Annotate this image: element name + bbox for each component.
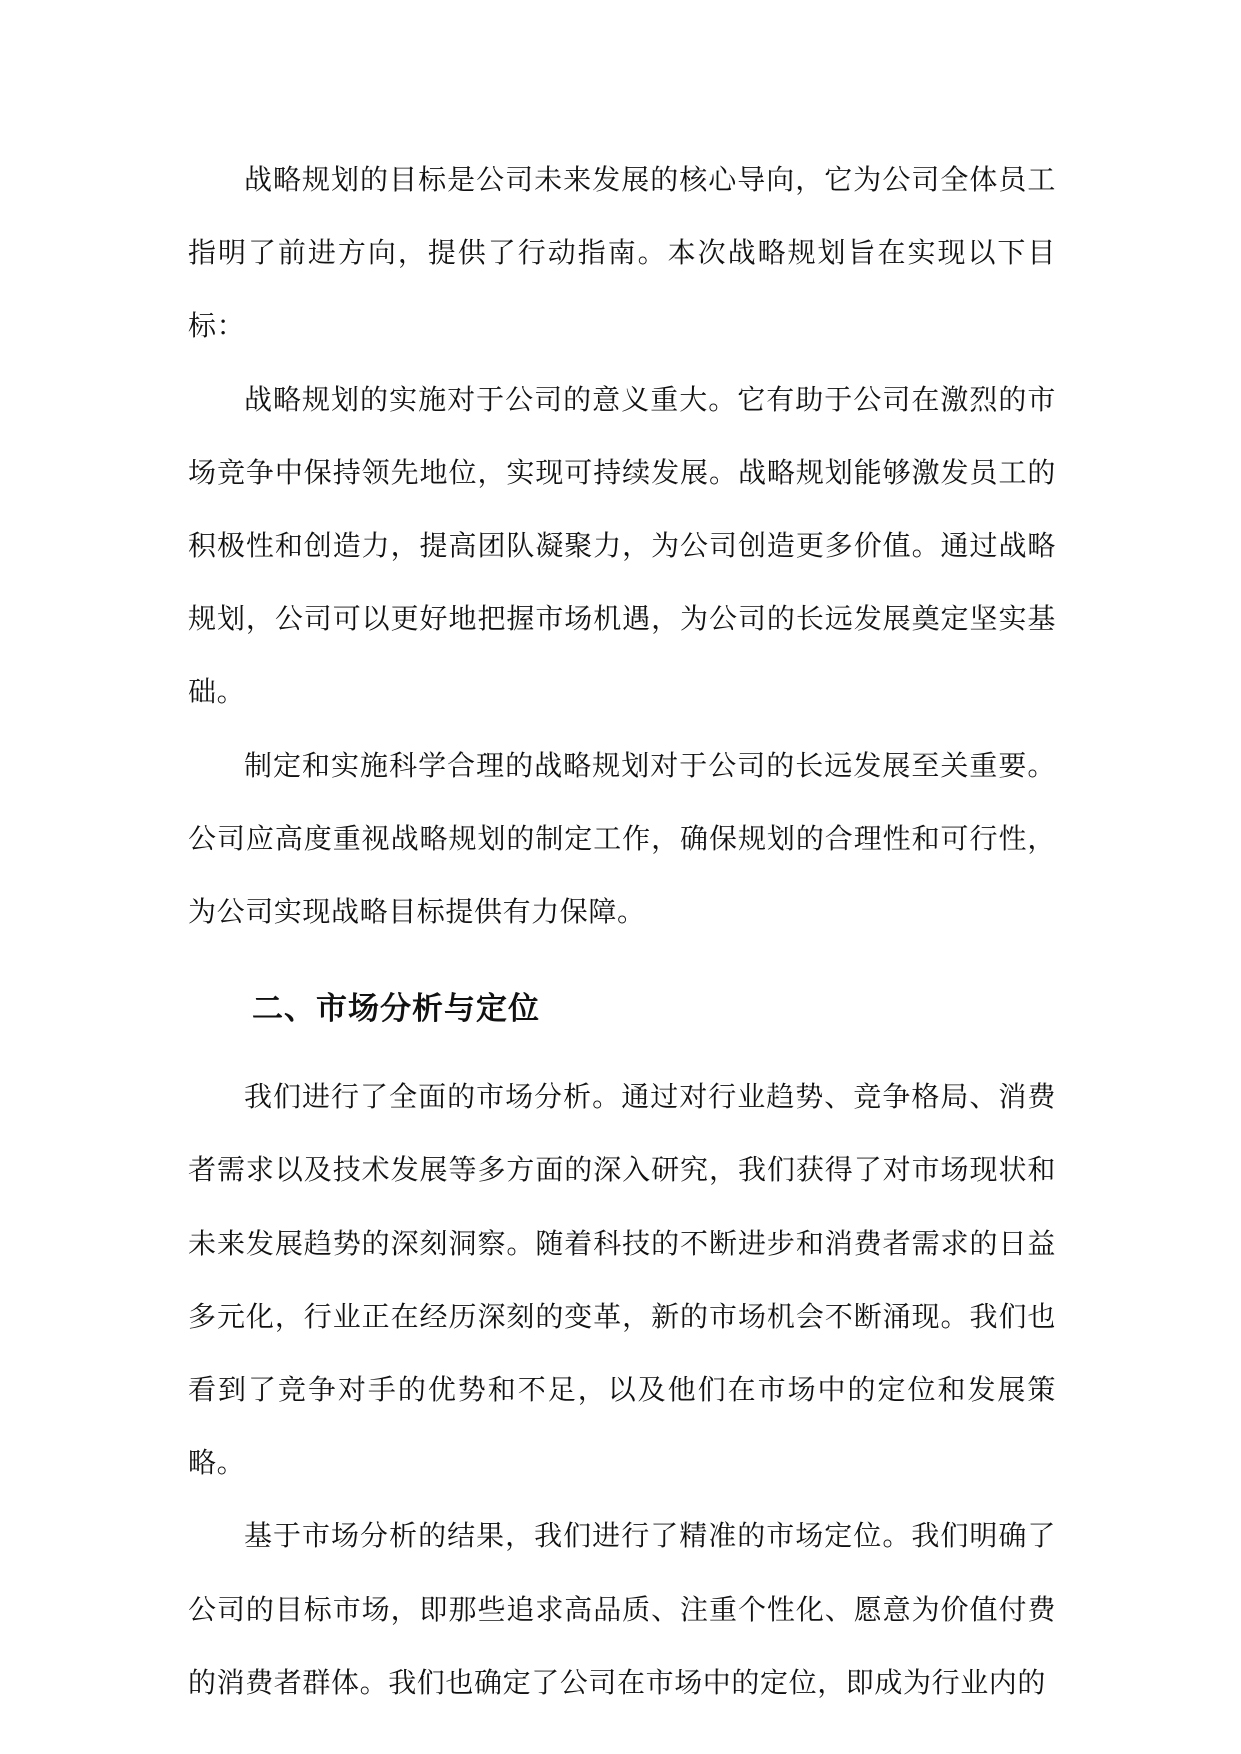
section-heading-market-analysis: 二、市场分析与定位 xyxy=(252,991,540,1028)
paragraph-strategy-conclusion: 制定和实施科学合理的战略规划对于公司的长远发展至关重要。公司应高度重视战略规划的制定工作，确保规划的合理性和可行性，为公司实现战略目标提供有力保障。 xyxy=(188,748,1056,929)
paragraph-strategy-significance: 战略规划的实施对于公司的意义重大。它有助于公司在激烈的市场竞争中保持领先地位，实现可持续发展。战略规划能够激发员工的积极性和创造力，提高团队凝聚力，为公司创造更多价值。通过战略规划，公司可以更好地把握市场机遇，为公司的长远发展奠定坚实基础。 xyxy=(188,382,1056,709)
paragraph-market-positioning: 基于市场分析的结果，我们进行了精准的市场定位。我们明确了公司的目标市场，即那些追求高品质、注重个性化、愿意为价值付费的消费者群体。我们也确定了公司在市场中的定位，即成为行业内的 xyxy=(188,1519,1056,1699)
document-body xyxy=(188,143,1056,1719)
paragraph-strategy-goals: 战略规划的目标是公司未来发展的核心导向，它为公司全体员工指明了前进方向，提供了行动指南。本次战略规划旨在实现以下目标： xyxy=(188,163,1056,343)
paragraph-market-analysis: 我们进行了全面的市场分析。通过对行业趋势、竞争格局、消费者需求以及技术发展等多方面的深入研究，我们获得了对市场现状和未来发展趋势的深刻洞察。随着科技的不断进步和消费者需求的日益多元化，行业正在经历深刻的变革，新的市场机会不断涌现。我们也看到了竞争对手的优势和不足，以及他们在市场中的定位和发展策略。 xyxy=(188,1080,1056,1480)
